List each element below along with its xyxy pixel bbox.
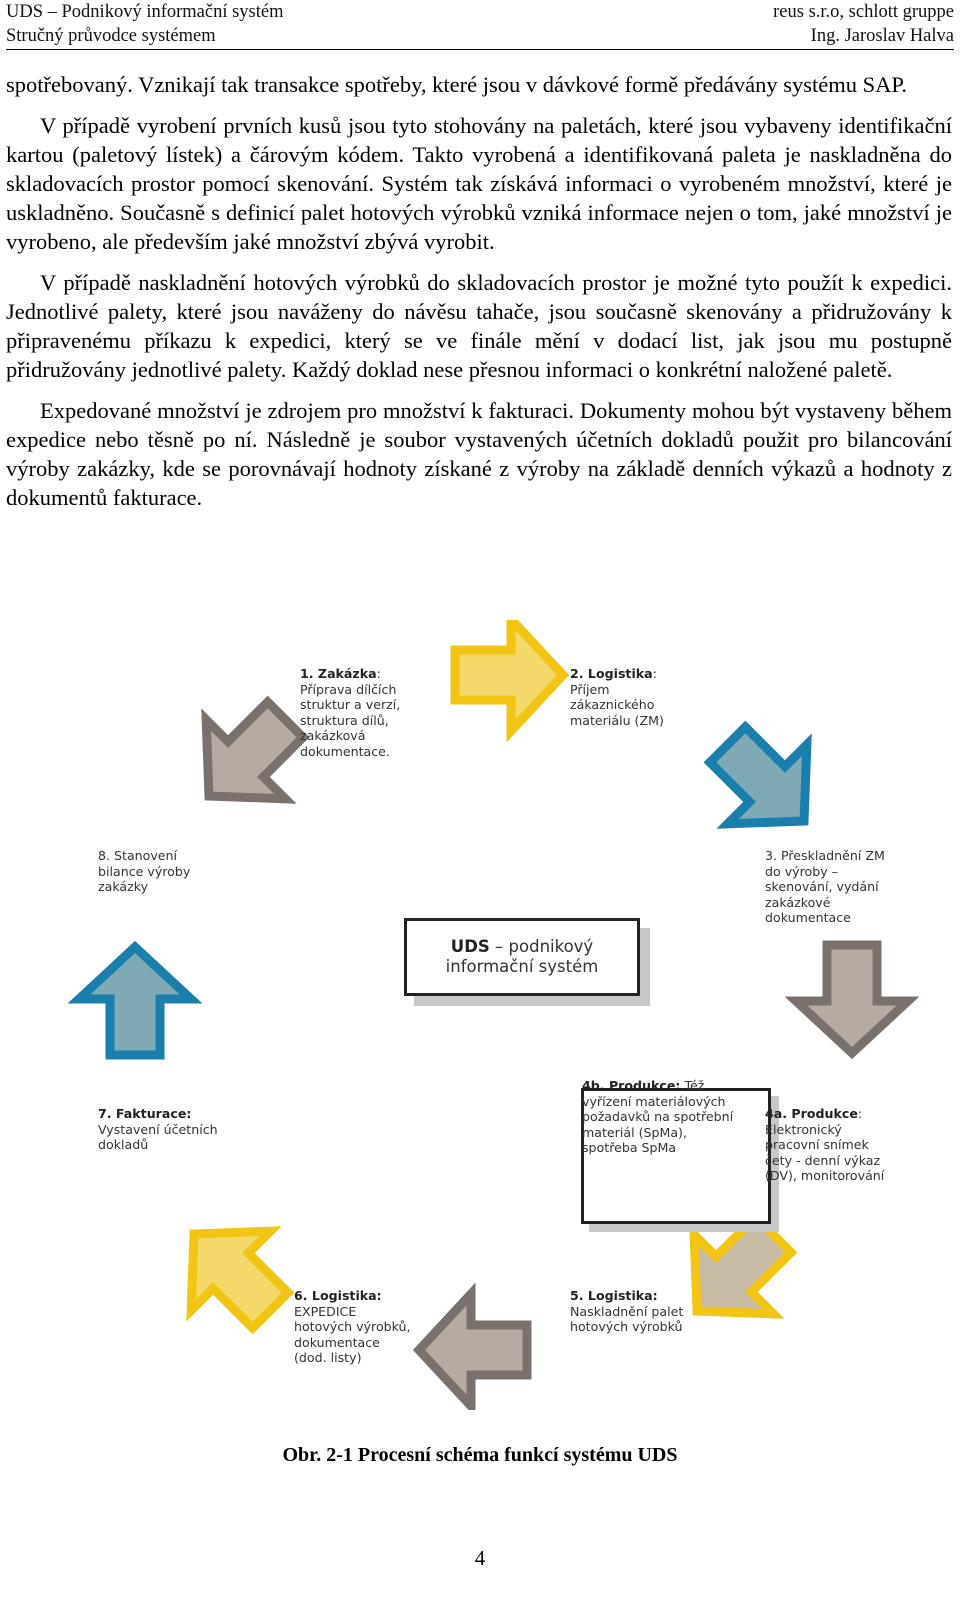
step-6-text: EXPEDICE hotových výrobků, dokumentace (dod. listy) xyxy=(294,1303,411,1366)
paragraph: Expedované množství je zdrojem pro množství k fakturaci. Dokumenty mohou být vystaveny během expedice nebo těsně po ní. Následně je soubor vystavených účetních dokladů použit pro bilancování výroby zakázky, kde se porovnávají hodnoty získané z výroby na základě denních výkazů a hodnoty z dokumentů fakturace. xyxy=(6,398,952,510)
step-8-text: 8. Stanovení bilance výroby zakázky xyxy=(98,848,191,895)
step-4a-title: 4a. Produkce xyxy=(765,1106,858,1121)
center-title-bold: UDS xyxy=(450,937,490,956)
center-title-line2: informační systém xyxy=(445,957,599,976)
step-2-text: : Příjem zákaznického materiálu (ZM) xyxy=(570,666,664,728)
process-diagram xyxy=(0,620,960,1410)
step-3-text: 3. Přeskladnění ZM do výroby – skenování, vydání zakázkové dokumentace xyxy=(765,848,885,926)
header-company: reus s.r.o, schlott gruppe xyxy=(773,2,954,22)
header-author: Ing. Jaroslav Halva xyxy=(810,26,954,46)
header-left xyxy=(6,0,284,48)
step-7-label xyxy=(98,1106,218,1153)
step-4b-label xyxy=(582,1078,733,1156)
center-title-rest: – podnikový xyxy=(489,937,594,956)
step-6-title: 6. Logistika: xyxy=(294,1288,382,1303)
arrow-yellow-icon xyxy=(455,620,563,731)
step-2-label xyxy=(570,666,664,728)
diagram-arrows xyxy=(0,620,960,1410)
step-6-label xyxy=(294,1288,411,1366)
arrow-grey-icon xyxy=(419,1294,527,1406)
header-right xyxy=(773,0,954,48)
step-4b-title: 4b. Produkce: xyxy=(582,1078,681,1093)
arrow-yellow-icon xyxy=(154,1194,310,1350)
step-5-text: Naskladnění palet hotových výrobků xyxy=(570,1303,684,1335)
step-4b-text: Též vyřízení materiálových požadavků na spotřební materiál (SpMa), spotřeba SpMa xyxy=(582,1078,734,1156)
step-1-text: : Příprava dílčích struktur a verzí, struktura dílů, zakázková dokumentace. xyxy=(300,666,401,759)
step-8-label xyxy=(98,848,190,895)
step-1-title: 1. Zakázka xyxy=(300,666,377,681)
step-1-label xyxy=(300,666,400,760)
page-header xyxy=(6,0,954,50)
center-title xyxy=(407,937,637,977)
step-3-label xyxy=(765,848,885,926)
step-4a-label xyxy=(765,1106,884,1184)
page-number: 4 xyxy=(474,1546,486,1570)
paragraph: V případě vyrobení prvních kusů jsou tyto stohovány na paletách, které jsou vybaveny identifikační kartou (paletový lístek) a čárovým kódem. Takto vyrobená a identifikovaná paleta je naskladněna do skladovacích prostor pomocí skenování. Systém tak získává informaci o vyrobeném množství, které je uskladněno. Současně s definicí palet hotových výrobků vzniká informace nejen o tom, jaké množství je vyrobeno, ale především jaké množství zbývá vyrobit. xyxy=(6,113,952,254)
step-7-text: Vystavení účetních dokladů xyxy=(98,1121,218,1153)
step-5-label xyxy=(570,1288,683,1335)
paragraph: V případě naskladnění hotových výrobků do skladovacích prostor je možné tyto použít k expedici. Jednotlivé palety, které jsou naváženy do návěsu tahače, jsou současně skenovány a přidružovány k připravenému příkazu k expedici, který se ve finále mění v dodací list, jak jsou mu postupně přidružovány jednotlivé palety. Každý doklad nese přesnou informaci o konkrétní naložené paletě. xyxy=(6,270,952,382)
step-7-title: 7. Fakturace: xyxy=(98,1106,192,1121)
step-2-title: 2. Logistika xyxy=(570,666,653,681)
body-text xyxy=(6,70,952,524)
arrow-blue-icon xyxy=(688,705,844,861)
arrow-grey-icon xyxy=(796,945,908,1053)
step-4a-text: : Elektronický pracovní snímek čety - denní výkaz (DV), monitorování xyxy=(765,1106,885,1184)
center-box xyxy=(404,918,640,996)
figure-caption: Obr. 2-1 Procesní schéma funkcí systému UDS xyxy=(282,1444,678,1466)
step-5-title: 5. Logistika: xyxy=(570,1288,658,1303)
arrow-blue-icon xyxy=(79,947,191,1055)
paragraph: spotřebovaný. Vznikají tak transakce spotřeby, které jsou v dávkové formě předávány systému SAP. xyxy=(6,72,908,97)
header-subtitle: Stručný průvodce systémem xyxy=(6,26,216,46)
header-title: UDS – Podnikový informační systém xyxy=(6,2,284,22)
